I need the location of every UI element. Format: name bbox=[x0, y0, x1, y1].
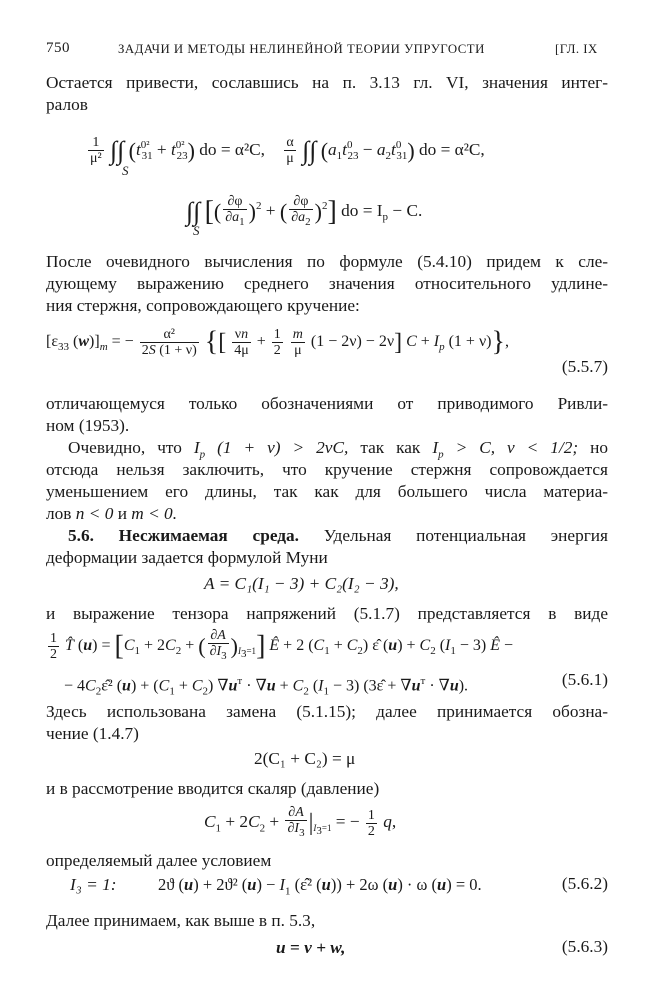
equation-rhs: do = α²C, bbox=[418, 139, 485, 159]
equation-5-6-1-line-1: $\frac{1}{2}$ T̂ $(u) = [C_1 + 2C_2$ + ( $\frac{\partial A}{\partial I_3}$ )$_{I_3=1}$] Ê + 2 $(C_1 + C_2)$ ε̂ $(u) + C_2$ $(I_1 - 3)$ Ê − bbox=[50, 628, 514, 663]
paragraph-line: После очевидного вычисления по формуле (5.4.10) придем к сле- bbox=[46, 252, 608, 271]
paragraph-line: отличающемуся только обозначениями от приводимого Ривли- bbox=[46, 394, 608, 413]
page-number: 750 bbox=[46, 40, 70, 56]
chapter-label: [ГЛ. IX bbox=[555, 42, 598, 56]
paragraph-line: деформации задается формулой Муни bbox=[46, 548, 328, 567]
integral-domain-label: S bbox=[122, 163, 129, 178]
paragraph-line: определяемый далее условием bbox=[46, 851, 272, 870]
paragraph-line: лов n < 0 и m < 0. bbox=[46, 504, 178, 523]
paragraph-line: отсюда нельзя заключить, что кручение стержня сопровождается bbox=[46, 460, 608, 479]
paragraph-line: Очевидно, что $I_p$ (1 + ν) > 2νC, так как $I_p > C$, ν < 1/2; но bbox=[68, 438, 609, 461]
equation-number: (5.6.2) bbox=[561, 874, 608, 893]
paragraph-line: Здесь использована замена (5.1.15); далее принимается обозна- bbox=[46, 702, 608, 721]
paragraph-line: Остается привести, сославшись на п. 3.13 гл. VI, значения интег- bbox=[46, 73, 608, 92]
section-title: 5.6. Несжимаемая среда. bbox=[68, 526, 299, 545]
paragraph-line: Далее принимаем, как выше в п. 5.3, bbox=[46, 911, 316, 930]
paragraph-line: дующему выражению среднего значения относительного удлине- bbox=[46, 274, 608, 293]
equation-mooney: A = C₁(I₁ − 3) + C₂(I₂ − 3), bbox=[204, 574, 399, 593]
equation-5-5-7: [$\varepsilon_{33}$ $(w)]_m$ = − $\frac{\text{α²}}{2S (1 + \nu)}$ {[ $\frac{\nu n}{4\mu}$ + $\frac{1}{2}$ $\frac{m}{\mu}$ (1 − 2ν) − 2ν] $C + I_p$ (1 + ν)}, bbox=[46, 326, 509, 358]
section-heading-line: 5.6. Несжимаемая среда. Удельная потенциальная энергия bbox=[68, 526, 608, 545]
equation-mu: 2(C₁ + C₂) = μ bbox=[254, 749, 356, 768]
equation-5-6-3: u = v + w, bbox=[276, 938, 346, 957]
paragraph-line: и в рассмотрение вводится скаляр (давление) bbox=[46, 779, 380, 798]
equation-number: (5.5.7) bbox=[561, 357, 608, 376]
equation-5-6-1-line-2: − $4C_2\varepsilon̂^2$ $(u) + (C_1 + C_2) \nabla u^т \cdot \nabla u + C_2$ $(I_1 - 3)$ (3ε̂ + $\nabla u^т \cdot \nabla u$). bbox=[64, 675, 469, 698]
equation-rhs-sub: p bbox=[382, 211, 389, 224]
running-title: ЗАДАЧИ И МЕТОДЫ НЕЛИНЕЙНОЙ ТЕОРИИ УПРУГОСТИ bbox=[118, 42, 485, 56]
paragraph-line: чение (1.4.7) bbox=[46, 724, 139, 743]
equation-integrals-1: $\frac{1}{\text{μ²}}$ ∫∫ $(t^{0^2}_{31} + t^{0^2}_{23})$ do = α²C, $\frac{\alpha}{\mu}$ ∫∫ $(a_1t^0_{23} - a_2t^0_{31})$ do = α²C, bbox=[90, 135, 485, 167]
equation-condition: I₃ = 1: bbox=[70, 875, 117, 894]
paragraph-line: ния стержня, сопровождающего кручение: bbox=[46, 296, 360, 315]
equation-rhs-end: − C. bbox=[392, 200, 423, 220]
equation-number: (5.6.3) bbox=[561, 937, 608, 956]
equation-number: (5.6.1) bbox=[561, 670, 608, 689]
paragraph-line: уменьшением его длины, так как для большего числа материа- bbox=[46, 482, 608, 501]
equation-rhs: do = α²C, bbox=[199, 139, 265, 159]
equation-rhs: do = I bbox=[341, 200, 383, 220]
integral-domain-label: S bbox=[193, 223, 200, 238]
paragraph-line: ралов bbox=[46, 95, 88, 114]
paragraph-line: ном (1953). bbox=[46, 416, 130, 435]
equation-pressure: $C_1 + 2C_2$ + $\frac{\partial A}{\partial I_3}$ $|_{I_3=1}$ = − $\frac{1}{2}$ q, bbox=[204, 805, 397, 839]
equation-integrals-2: ∫∫ [( $\frac{\partial\varphi}{\partial a_1}$ )$^2$ + ( $\frac{\partial\varphi}{\partial a_2}$ )$^2$] do = $I_p - C$. bbox=[186, 193, 423, 228]
paragraph-line: и выражение тензора напряжений (5.1.7) представляется в виде bbox=[46, 604, 608, 623]
equation-5-6-2: 2ϑ (u) + 2ϑ² $(u) - I_1$ (ε̂² (u)) + 2ω (u) · ω (u) = 0. bbox=[158, 875, 482, 898]
